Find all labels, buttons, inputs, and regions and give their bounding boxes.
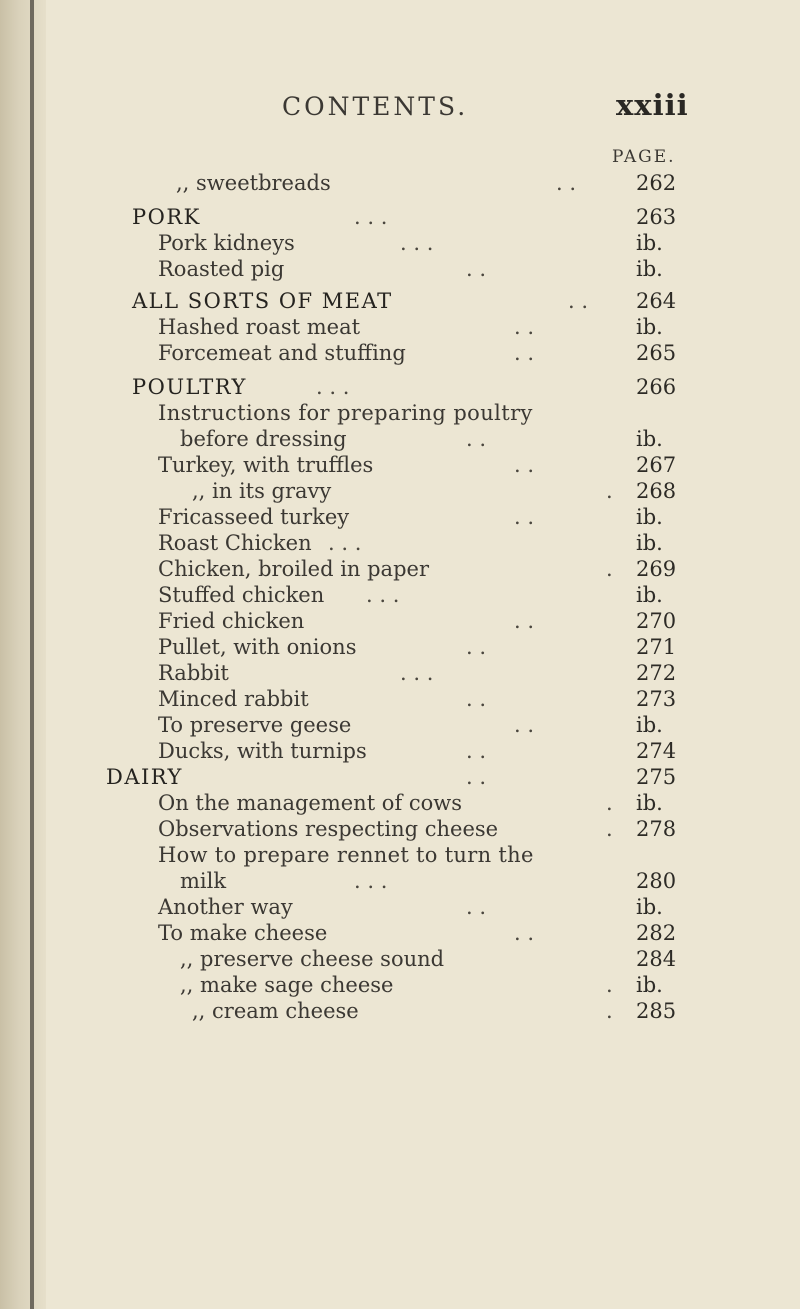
entry-leader-dots: . [606,557,613,581]
entry-page: ib. [636,895,663,919]
entry-leader-dots: . . [466,635,487,659]
entry-title: POULTRY [132,375,247,399]
entry-title: Observations respecting cheese [158,817,499,841]
entry-page: 263 [636,205,677,229]
entry-title: Instructions for preparing poultry [158,401,533,425]
contents-entry [46,946,800,972]
entry-leader-dots: . . . [328,531,362,555]
entry-page: 262 [636,171,677,195]
entry-title: ,, make sage cheese [180,973,394,997]
entry-page: 282 [636,921,677,945]
entry-page: 273 [636,687,677,711]
entry-title: To preserve geese [158,713,352,737]
entry-leader-dots: . . [466,427,487,451]
page-header [46,88,800,132]
entry-title: Stuffed chicken [158,583,325,607]
entry-page: ib. [636,713,663,737]
entry-leader-dots: . . [466,257,487,281]
entry-title: To make cheese [158,921,328,945]
contents-entry [46,816,800,842]
entry-title: Another way [158,895,293,919]
entry-title: Turkey, with truffles [158,453,374,477]
contents-entry [46,288,800,314]
entry-title: ,, sweetbreads [176,171,331,195]
contents-entry [46,256,800,282]
entry-title: ,, preserve cheese sound [180,947,445,971]
entry-leader-dots: . [606,791,613,815]
entry-page: 274 [636,739,677,763]
entry-leader-dots: . . . [354,205,388,229]
entry-page: ib. [636,531,663,555]
entry-page: 278 [636,817,677,841]
binding-shadow-line [30,0,34,1309]
entry-leader-dots: . . [514,341,535,365]
contents-entry [46,842,800,868]
entry-leader-dots: . . . [400,661,434,685]
entry-leader-dots: . . [514,315,535,339]
entry-leader-dots: . . [514,921,535,945]
entry-page: ib. [636,427,663,451]
contents-entry [46,634,800,660]
entry-page: 267 [636,453,677,477]
entry-title: ALL SORTS OF MEAT [132,289,393,313]
contents-entry [46,530,800,556]
entry-page: ib. [636,257,663,281]
contents-entry [46,582,800,608]
entry-leader-dots: . [606,999,613,1023]
entry-page: ib. [636,315,663,339]
entry-page: ib. [636,583,663,607]
contents-entry [46,452,800,478]
contents-entry [46,998,800,1024]
entry-page: 275 [636,765,677,789]
entry-page: ib. [636,231,663,255]
contents-entry [46,426,800,452]
entry-leader-dots: . . . [354,869,388,893]
contents-entry [46,712,800,738]
entry-page: 268 [636,479,677,503]
entry-leader-dots: . [606,817,613,841]
entry-page: 280 [636,869,677,893]
contents-entry [46,170,800,196]
entry-title: DAIRY [106,765,183,789]
entry-title: Hashed roast meat [158,315,361,339]
entry-leader-dots: . . [514,609,535,633]
entry-page: 285 [636,999,677,1023]
entry-title: Pork kidneys [158,231,295,255]
entry-title: Fried chicken [158,609,305,633]
entry-leader-dots: . . [568,289,589,313]
entry-title: milk [180,869,227,893]
entry-page: 272 [636,661,677,685]
book-binding-edge [0,0,46,1309]
entry-title: Roasted pig [158,257,285,281]
contents-entry [46,790,800,816]
contents-entry [46,868,800,894]
contents-entry [46,478,800,504]
entry-leader-dots: . [606,479,613,503]
entry-title: Ducks, with turnips [158,739,367,763]
entry-title: Rabbit [158,661,229,685]
entry-leader-dots: . . . [366,583,400,607]
entry-title: ,, in its gravy [192,479,332,503]
entry-page: 266 [636,375,677,399]
page-number: xxiii [616,88,689,122]
contents-entry [46,374,800,400]
entry-page: ib. [636,505,663,529]
contents-entry [46,764,800,790]
entry-title: On the management of cows [158,791,463,815]
entry-title: Minced rabbit [158,687,309,711]
entry-leader-dots: . . [466,765,487,789]
entry-leader-dots: . . [466,739,487,763]
contents-page [46,0,800,1309]
entry-leader-dots: . . [514,505,535,529]
entry-page: 270 [636,609,677,633]
entry-title: Fricasseed turkey [158,505,350,529]
entry-page: 269 [636,557,677,581]
contents-entry [46,972,800,998]
entry-leader-dots: . . [466,687,487,711]
entry-title: PORK [132,205,201,229]
contents-entry [46,556,800,582]
contents-entry [46,400,800,426]
contents-entry [46,686,800,712]
entry-page: 264 [636,289,677,313]
entry-title: How to prepare rennet to turn the [158,843,534,867]
entry-title: Forcemeat and stuffing [158,341,406,365]
entry-leader-dots: . [606,973,613,997]
entry-page: ib. [636,791,663,815]
entry-leader-dots: . . . [316,375,350,399]
contents-entry [46,920,800,946]
contents-entry [46,608,800,634]
entry-page: 265 [636,341,677,365]
contents-entry [46,738,800,764]
entry-leader-dots: . . [514,453,535,477]
entry-title: Chicken, broiled in paper [158,557,429,581]
entry-title: before dressing [180,427,347,451]
contents-entry [46,340,800,366]
entry-leader-dots: . . [514,713,535,737]
entry-title: ,, cream cheese [192,999,359,1023]
contents-entry [46,660,800,686]
contents-entry [46,204,800,230]
entry-title: Roast Chicken [158,531,312,555]
contents-entry [46,314,800,340]
entry-leader-dots: . . [556,171,577,195]
entry-page: 271 [636,635,677,659]
entry-title: Pullet, with onions [158,635,357,659]
entry-leader-dots: . . [466,895,487,919]
entry-page: 284 [636,947,677,971]
contents-entry [46,504,800,530]
contents-entry [46,894,800,920]
page-title: CONTENTS. [282,92,469,121]
page-column-heading: PAGE. [612,147,676,167]
entry-leader-dots: . . . [400,231,434,255]
contents-entry [46,230,800,256]
entry-page: ib. [636,973,663,997]
